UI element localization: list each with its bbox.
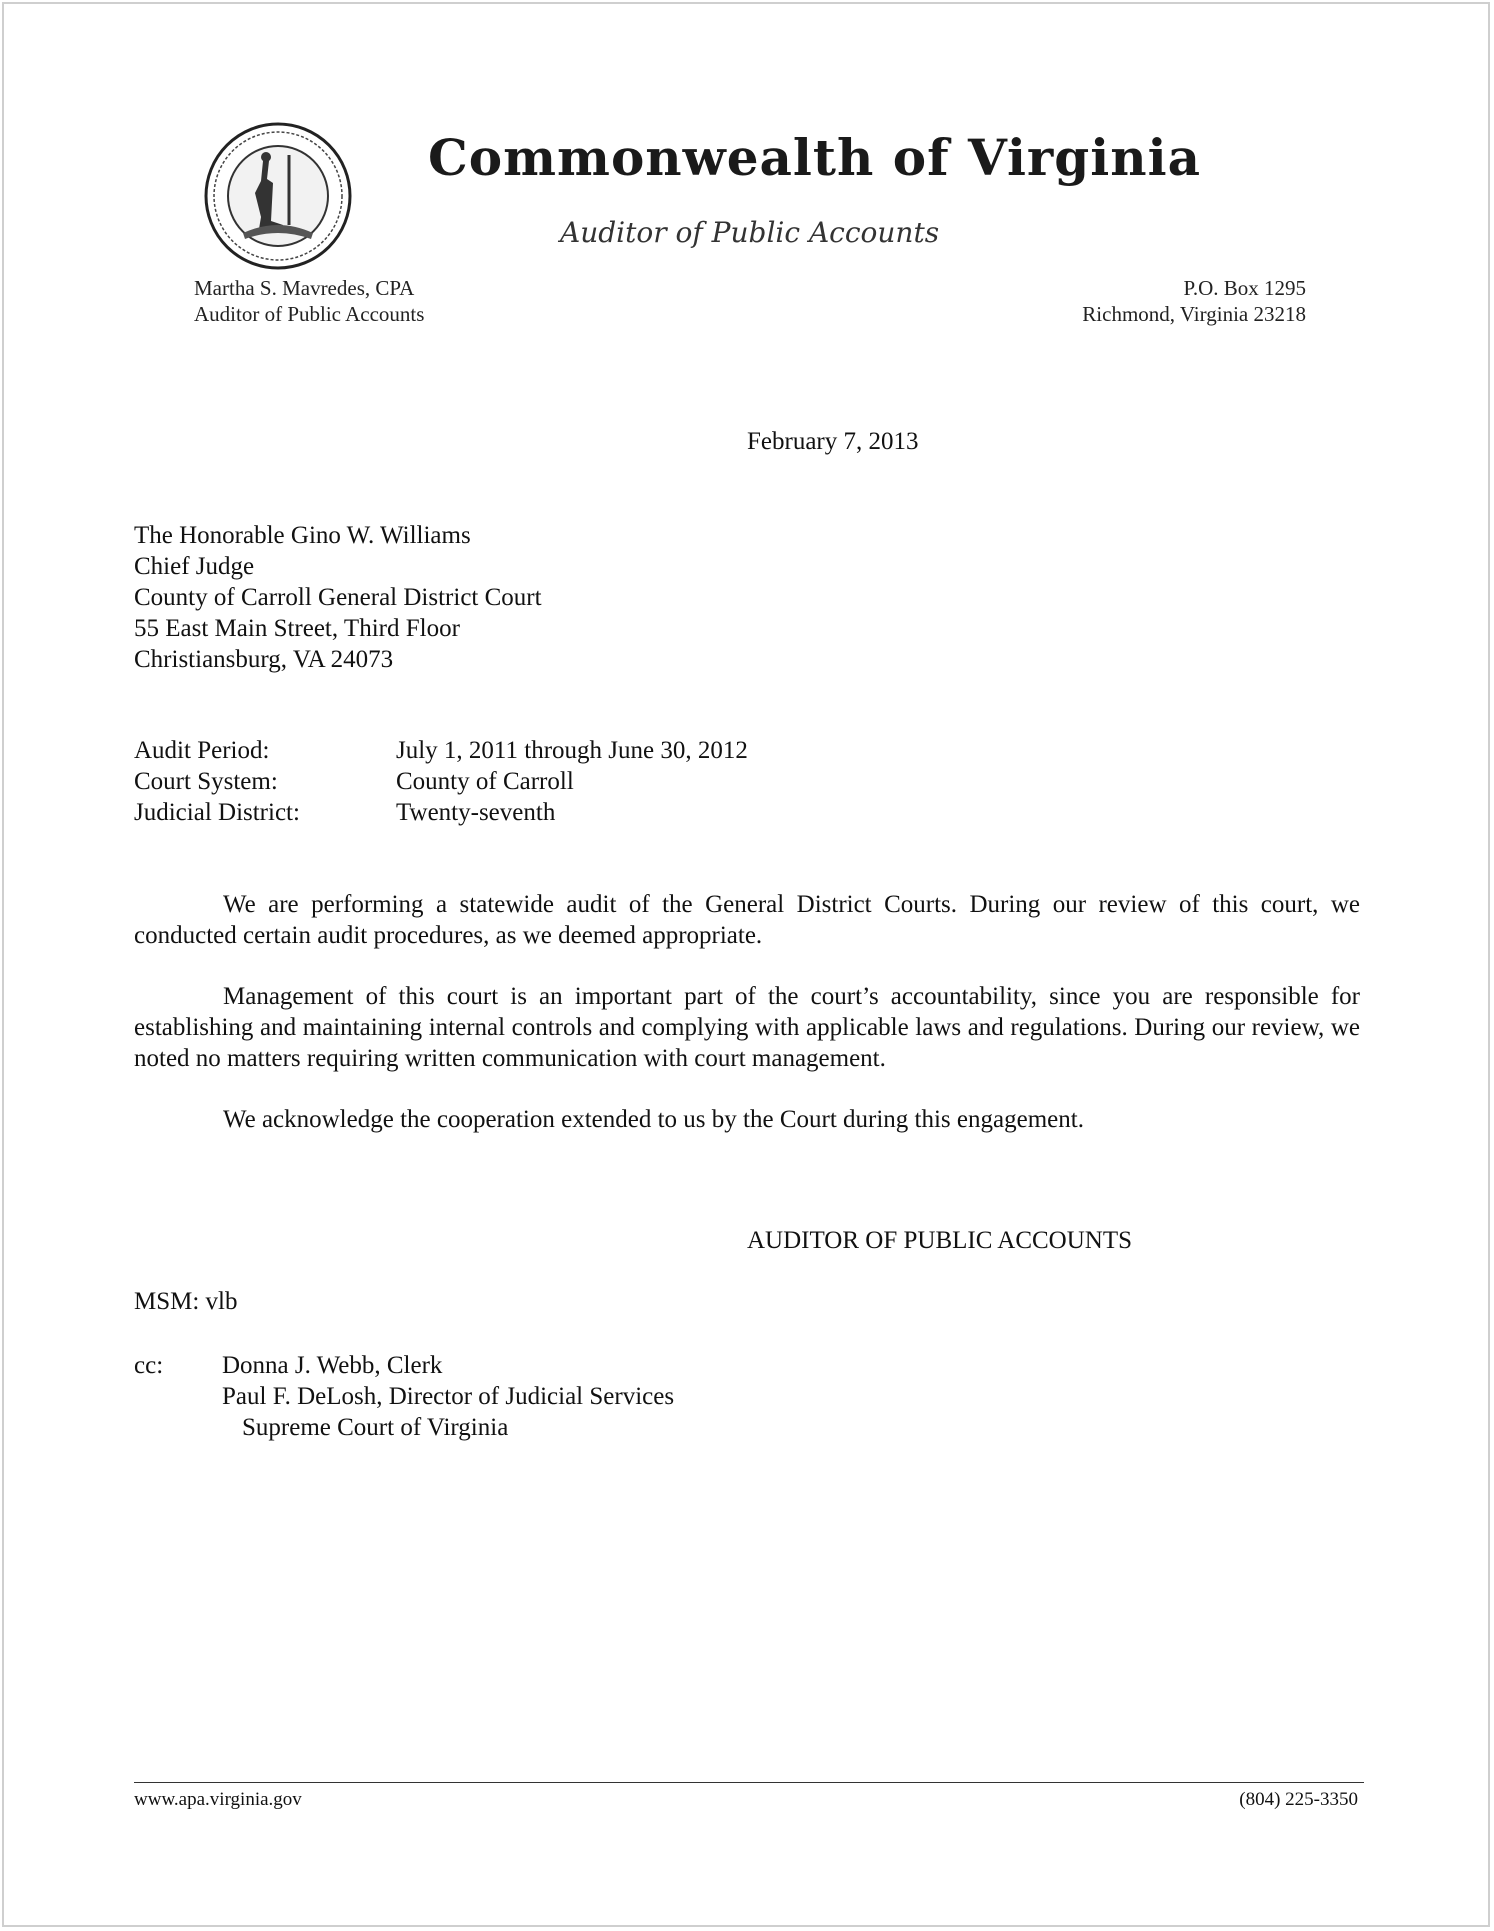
office-address-block — [1082, 275, 1306, 327]
audit-info-value: July 1, 2011 through June 30, 2012 — [396, 737, 748, 764]
footer-phone: (804) 225-3350 — [1239, 1789, 1358, 1810]
recipient-line: Chief Judge — [134, 553, 255, 580]
letterhead-title: Commonwealth of Virginia — [428, 128, 1201, 187]
body-paragraph: We acknowledge the cooperation extended to us by the Court during this engagement. — [223, 1106, 1084, 1133]
body-paragraph: Management of this court is an important part of the court’s accountability, since you are responsible for establishing and maintaining internal controls and complying with applicable laws and regulations. During our review, we noted no matters requiring written communication with court management. — [134, 983, 1360, 1072]
virginia-seal-icon — [203, 121, 353, 271]
cc-row — [134, 1381, 674, 1412]
city-state: Richmond, Virginia 23218 — [1082, 302, 1306, 326]
auditor-name-block — [194, 275, 424, 327]
audit-info-value: County of Carroll — [396, 768, 574, 795]
audit-info-label: Audit Period: — [134, 737, 270, 764]
cc-list — [134, 1350, 674, 1443]
recipient-line: 55 East Main Street, Third Floor — [134, 615, 460, 642]
cc-label: cc: — [134, 1352, 164, 1379]
audit-info-row — [134, 797, 748, 828]
signoff: AUDITOR OF PUBLIC ACCOUNTS — [747, 1227, 1133, 1254]
reference-initials: MSM: vlb — [134, 1288, 238, 1315]
footer-divider — [134, 1782, 1364, 1783]
body-paragraph: We are performing a statewide audit of the General District Courts. During our review of this court, we conducted certain audit procedures, as we deemed appropriate. — [134, 891, 1360, 949]
audit-info-row — [134, 766, 748, 797]
recipient-line: Christiansburg, VA 24073 — [134, 646, 394, 673]
recipient-line: County of Carroll General District Court — [134, 584, 542, 611]
auditor-title: Auditor of Public Accounts — [194, 302, 425, 326]
audit-info-row — [134, 735, 748, 766]
recipient-address — [134, 520, 542, 675]
audit-info-label: Judicial District: — [134, 799, 300, 826]
letterhead-subtitle: Auditor of Public Accounts — [560, 216, 940, 249]
audit-info — [134, 735, 748, 828]
audit-info-value: Twenty-seventh — [396, 799, 556, 826]
recipient-line: The Honorable Gino W. Williams — [134, 522, 471, 549]
po-box: P.O. Box 1295 — [1183, 276, 1306, 300]
auditor-name: Martha S. Mavredes, CPA — [194, 276, 415, 300]
letter-date: February 7, 2013 — [747, 428, 919, 455]
audit-info-label: Court System: — [134, 768, 278, 795]
cc-row — [134, 1412, 674, 1443]
cc-line: Donna J. Webb, Clerk — [222, 1352, 443, 1379]
cc-row — [134, 1350, 674, 1381]
cc-line: Supreme Court of Virginia — [242, 1414, 509, 1441]
cc-line: Paul F. DeLosh, Director of Judicial Services — [222, 1383, 675, 1410]
footer-website: www.apa.virginia.gov — [134, 1789, 302, 1810]
